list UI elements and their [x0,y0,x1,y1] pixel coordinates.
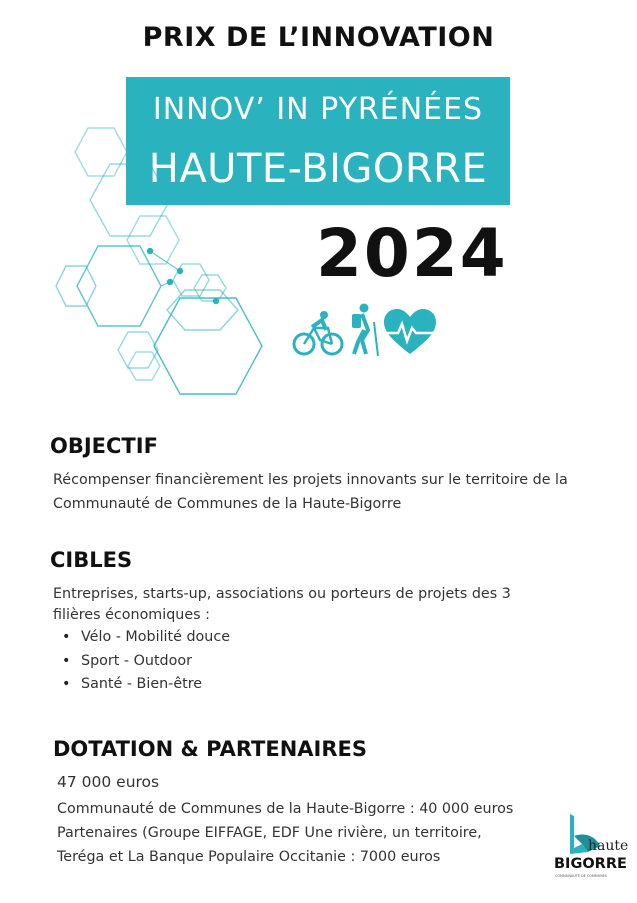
page-title: PRIX DE L’INNOVATION [142,22,495,53]
hiker-icon [352,304,378,357]
cibles-heading: CIBLES [50,548,133,572]
banner-line-1: INNOV’ IN PYRÉNÉES [152,92,484,127]
dotation-text-line-1: Communauté de Communes de la Haute-Bigorre : 40 000 euros [57,801,514,817]
activity-icons [288,300,438,360]
hexagon-decoration [40,120,270,395]
dotation-heading: DOTATION & PARTENAIRES [53,737,367,761]
objectif-text-line-2: Communauté de Communes de la Haute-Bigorre [53,496,402,512]
cibles-text-line-2: filières économiques : [53,607,210,623]
dotation-amount: 47 000 euros [57,773,160,791]
dotation-text-line-3: Teréga et La Banque Populaire Occitanie : 7000 euros [57,849,441,865]
logo-word-1: haute [588,838,628,854]
dotation-text-line-2: Partenaires (Groupe EIFFAGE, EDF Une rivière, un territoire, [57,825,482,841]
haute-bigorre-logo [548,808,628,884]
cibles-text-line-1: Entreprises, starts-up, associations ou porteurs de projets des 3 [53,586,511,602]
heart-pulse-icon [384,309,436,354]
objectif-heading: OBJECTIF [50,434,158,458]
cyclist-icon [294,311,342,354]
logo-word-2: BIGORRE [554,856,627,872]
year-label: 2024 [316,215,508,292]
cibles-list [62,626,230,697]
banner-line-2: HAUTE-BIGORRE [148,146,488,192]
logo-tagline: COMMUNAUTÉ DE COMMUNES [555,874,608,878]
list-item: • Vélo - Mobilité douce [62,626,230,650]
list-item: • Santé - Bien-être [62,673,230,697]
list-item: • Sport - Outdoor [62,650,230,674]
objectif-text-line-1: Récompenser financièrement les projets innovants sur le territoire de la [53,472,568,488]
